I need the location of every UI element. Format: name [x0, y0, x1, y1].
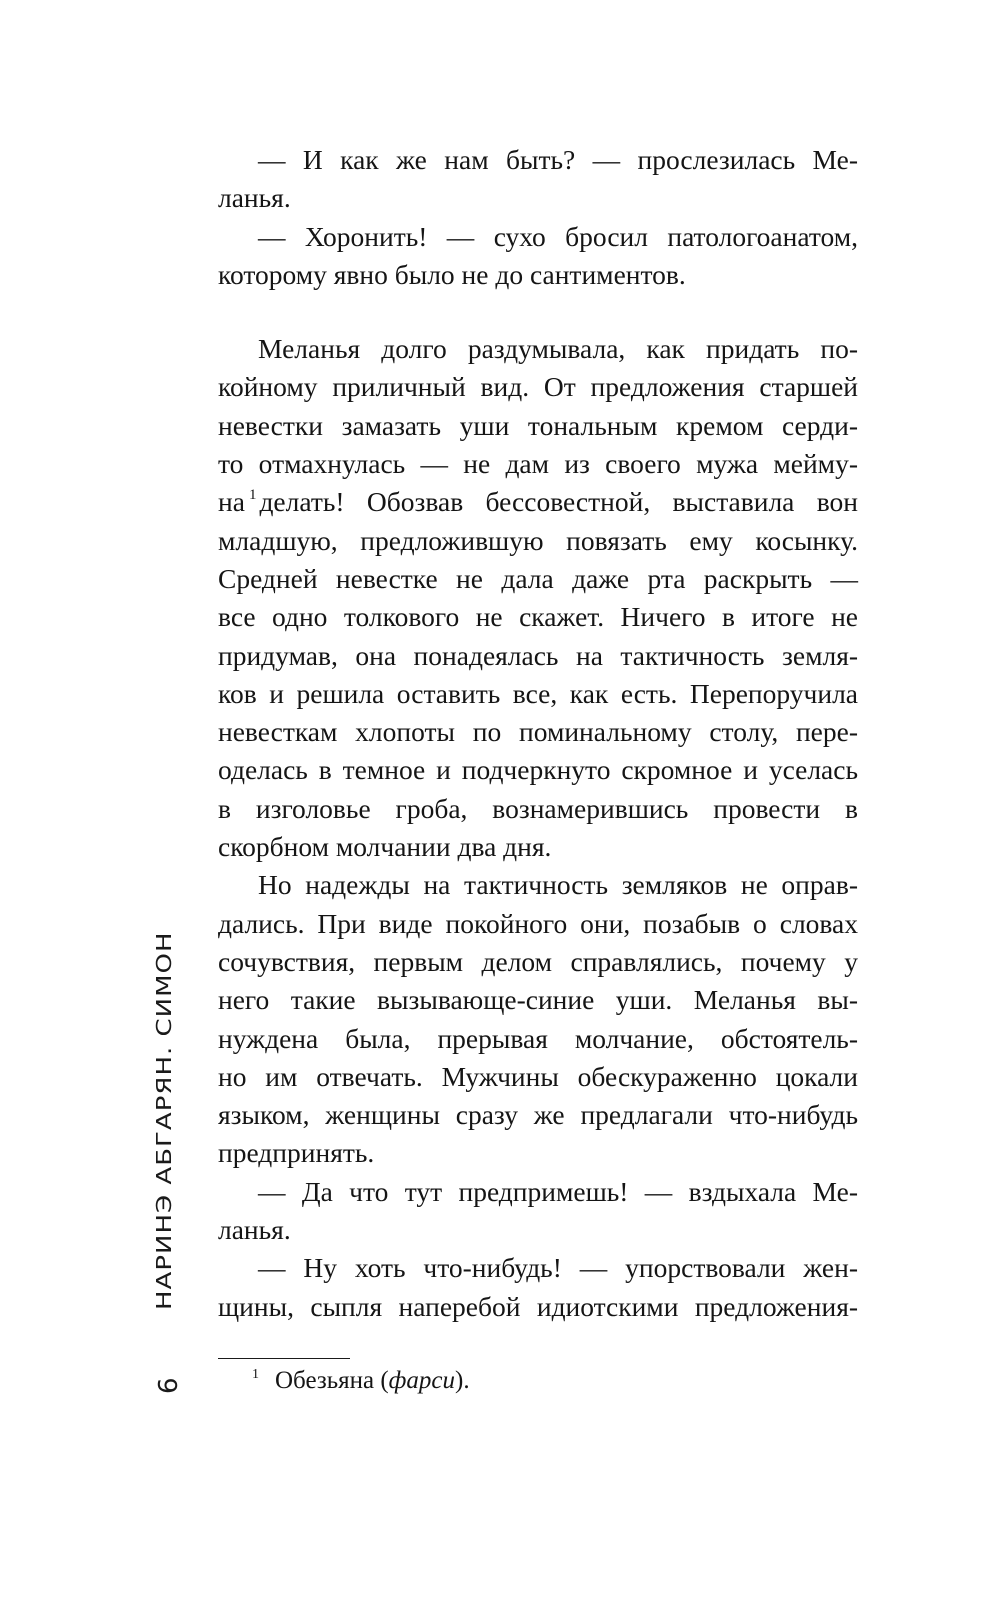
text-line: предпринять. [218, 1137, 375, 1169]
text-line-with-footnote [218, 483, 858, 521]
footnote-divider [218, 1358, 350, 1359]
footnote-mark: 1 [252, 1367, 259, 1382]
text-line: — Ну хоть что-нибудь! — упорствовали жен- [258, 1252, 858, 1284]
text-line: щины, сыпля наперебой идиотскими предложения- [218, 1290, 858, 1322]
text-line: — Хоронить! — сухо бросил патологоанатом, [258, 220, 858, 252]
text-line: то отмахнулась — не дам из своего мужа мейму- [218, 448, 858, 480]
footnote-reference: 1 [248, 487, 257, 504]
text-line: в изголовье гроба, вознамерившись провести в [218, 792, 858, 824]
text-line: сочувствия, первым делом справлялись, почему у [218, 945, 858, 977]
text-line: младшую, предложившую повязать ему косынку. [218, 524, 858, 556]
footnote [252, 1364, 470, 1398]
text-line: ков и решила оставить все, как есть. Перепоручила [218, 677, 858, 709]
text-line: Меланья долго раздумывала, как придать по- [258, 333, 858, 365]
text-line: Но надежды на тактичность земляков не оправ- [258, 869, 858, 901]
text-line: — И как же нам быть? — прослезилась Ме- [258, 144, 858, 175]
text-line: ланья. [218, 1214, 291, 1246]
text-fragment: на [218, 486, 245, 518]
text-line: невестки замазать уши тональным кремом серди- [218, 409, 858, 441]
text-line: невесткам хлопоты по поминальному столу, пере- [218, 716, 858, 748]
footnote-close: ). [455, 1367, 470, 1394]
text-line: него такие вызывающе-синие уши. Меланья вы- [218, 984, 858, 1016]
text-line: которому явно было не до сантиментов. [218, 258, 686, 290]
text-line: все одно толкового не скажет. Ничего в итоге не [218, 601, 858, 633]
text-line: ланья. [218, 182, 291, 214]
text-line: нуждена была, прерывая молчание, обстоятель- [218, 1022, 858, 1054]
main-text [218, 141, 858, 1326]
text-line: но им отвечать. Мужчины обескураженно цокали [218, 1060, 858, 1092]
text-line: языком, женщины сразу же предлагали что-нибудь [218, 1099, 858, 1131]
page-number: 6 [154, 1377, 184, 1394]
text-line: — Да что тут предпримешь! — вздыхала Ме- [258, 1175, 858, 1207]
text-line: Средней невестке не дала даже рта раскрыть — [218, 562, 858, 594]
text-line: койному приличный вид. От предложения старшей [218, 371, 858, 403]
section-break [218, 294, 858, 330]
text-line: придумав, она понадеялась на тактичность земля- [218, 639, 858, 671]
text-line: дались. При виде покойного они, позабыв о словах [218, 907, 858, 939]
running-head: НАРИНЭ АБГАРЯН. СИМОН [153, 931, 177, 1310]
footnote-text: Обезьяна ( [275, 1367, 389, 1394]
footnote-italic: фарси [388, 1367, 456, 1394]
text-line: скорбном молчании два дня. [218, 831, 552, 863]
text-line: оделась в темное и подчеркнуто скромное и уселась [218, 754, 858, 786]
text-fragment: делать! Обозвав бессовестной, выставила вон [259, 486, 858, 518]
